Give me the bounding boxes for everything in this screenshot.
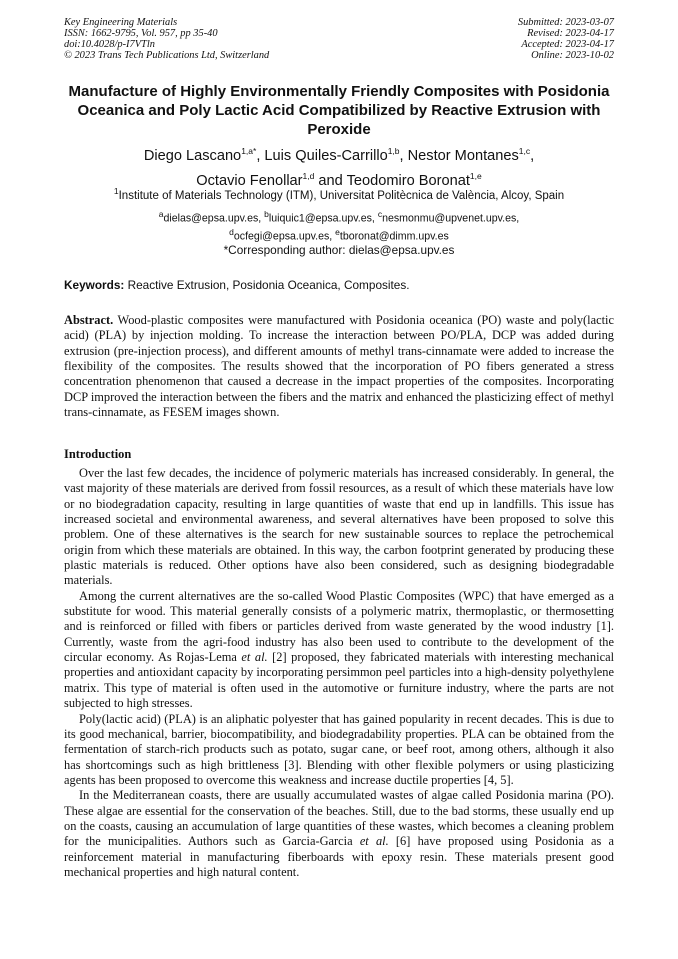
author-name: Octavio Fenollar — [196, 172, 303, 189]
email-link[interactable]: luiquic1@epsa.upv.es — [268, 212, 372, 225]
online-date: Online: 2023-10-02 — [531, 50, 614, 61]
journal-name: Key Engineering Materials — [64, 17, 178, 28]
keywords — [64, 278, 614, 292]
author-name: Diego Lascano — [143, 147, 242, 164]
submitted-date: Submitted: 2023-03-07 — [517, 17, 614, 28]
revised-date: Revised: 2023-04-17 — [527, 28, 614, 39]
author-affiliation-mark: 1,e — [469, 170, 482, 181]
author-affiliation-mark: 1,a* — [241, 146, 257, 156]
author-affiliation-mark: 1,b — [387, 146, 400, 156]
copyright: © 2023 Trans Tech Publications Ltd, Switzerland — [64, 50, 270, 61]
introduction-body — [64, 466, 614, 880]
keywords-text: Reactive Extrusion, Posidonia Oceanica, Composites. — [127, 278, 410, 292]
abstract — [64, 313, 614, 420]
section-heading-introduction: Introduction — [64, 447, 132, 461]
paper-title: Manufacture of Highly Environmentally Friendly Composites with Posidonia Oceanica and Poly Lactic Acid Compatibilized by Reactive Extrusion with Peroxide — [68, 83, 610, 138]
accepted-date: Accepted: 2023-04-17 — [521, 39, 614, 50]
author-line-2: Octavio Fenollar$^{1,d}$ and Teodomiro Boronat$^{1,e}$ — [196, 170, 482, 189]
issn-volume: ISSN: 1662-9795, Vol. 957, pp 35-40 — [64, 28, 218, 39]
journal-info — [64, 17, 269, 61]
email-link[interactable]: dielas@epsa.upv.es — [163, 212, 259, 225]
corresponding-author: *Corresponding author: dielas@epsa.upv.es — [223, 243, 455, 257]
author-name: Luis Quiles-Carrillo — [264, 147, 388, 164]
doi: doi:10.4028/p-I7VTln — [64, 39, 155, 50]
abstract-label: Abstract. — [64, 313, 114, 327]
author-emails — [64, 208, 614, 243]
keywords-label: Keywords: — [64, 278, 125, 292]
email-link[interactable]: tboronat@dimm.upv.es — [339, 230, 449, 243]
author-affiliation-mark: 1,d — [302, 170, 315, 181]
paragraph: Among the current alternatives are the so-called Wood Plastic Composites (WPC) that have emerged as a substitute for wood. This material generally consists of a polymeric matrix, thermoplastic, or thermosetting and is reinforced or filled with fibers or particles derived from waste generated by the wood industry [1]. Currently, waste from the agri-food industry has also been used to contribute to the development of the circular economy. As Rojas-Lema et al. [2] proposed, they fabricated materials with interesting mechanical properties and antioxidant capacity by incorporating persimmon peel particles into a high-density polyethylene matrix. This type of material is often used in the automotive or furniture industry, where the parts are not subjected to high stresses. — [64, 588, 615, 711]
abstract-text: Wood-plastic composites were manufactured with Posidonia oceanica (PO) waste and poly(lactic acid) (PLA) by injection molding. To increase the interaction between PO/PLA, DCP was added during extrusion (pre-injection process), and different amounts of methyl trans-cinnamate were added to increase the flexibility of the composites. The results showed that the incorporation of PO fibers generated a stress concentration phenomenon that caused a decrease in the impact properties of the composites. Incorporating DCP improved the interaction between the fibers and the matrix and enhanced the plasticizing effect of methyl trans-cinnamate, as FESEM images shown. — [64, 313, 614, 420]
author-name: Teodomiro Boronat — [346, 172, 470, 189]
author-affiliation-mark: 1,c — [518, 146, 531, 156]
affiliation: $^1$Institute of Materials Technology (ITM), Universitat Politècnica de València, Alcoy, Spain — [113, 186, 565, 202]
publication-dates — [518, 17, 614, 61]
paragraph: Over the last few decades, the incidence of polymeric materials has increased considerably. In general, the vast majority of these materials are derived from fossil resources, as a result of which these materials have low or no biodegradation capacity, resulting in large quantities of waste that end up in landfills. This issue has increased societal and environmental awareness, and several alternatives have been proposed to solve this problem. One of these alternatives is the search for new sustainable sources to replace the petrochemical origin from which these materials are obtained. In this way, the carbon footprint generated by producing these plastic materials is reduced. Other options have also been considered, such as designing biodegradable materials. — [64, 466, 614, 588]
author-line-1: Diego Lascano$^{1,a*}$, Luis Quiles-Carrillo$^{1,b}$, Nestor Montanes$^{1,c}$, — [143, 146, 535, 164]
email-line-2: $^d$ocfegi@epsa.upv.es, $^e$tboronat@dimm.upv.es — [229, 226, 449, 243]
paragraph: Poly(lactic acid) (PLA) is an aliphatic polyester that has gained popularity in recent decades. This is due to its good mechanical, barrier, biocompatibility, and biodegradability properties. PLA can be obtained from the fermentation of starch-rich products such as potato, sugar cane, or beef root, among others, although it also has shortcomings such as high brittleness [3]. Blending with other flexible polymers or using plasticizing agents has been proposed to overcome this weakness and increase ductile properties [4, 5]. — [64, 711, 614, 787]
email-link[interactable]: ocfegi@epsa.upv.es — [233, 230, 330, 243]
email-link[interactable]: nesmonmu@upvenet.upv.es — [382, 212, 517, 225]
author-name: Nestor Montanes — [407, 147, 519, 164]
email-line-1: $^a$dielas@epsa.upv.es, $^b$luiquic1@epsa.upv.es, $^c$nesmonmu@upvenet.upv.es, — [158, 209, 520, 225]
paragraph: In the Mediterranean coasts, there are usually accumulated wastes of algae called Posidonia marina (PO). These algae are essential for the conservation of the beaches. Still, due to the bad storms, these usually end up on the coasts, causing an accumulation of large quantities of these wastes, which becomes a cleaning problem for the municipalities. Authors such as Garcia-Garcia et al. [6] have proposed using Posidonia as a reinforcement material in manufacturing fiberboards with epoxy resin. These materials present good mechanical properties and high natural content. — [64, 788, 615, 879]
